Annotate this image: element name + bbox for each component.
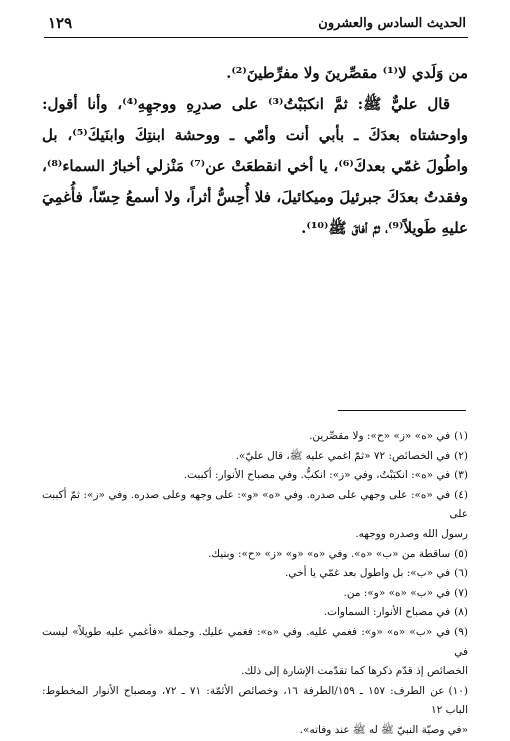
footnotes	[42, 427, 468, 741]
footnote-text: في مصباح الأنوار: السماوات.	[323, 606, 451, 619]
footnote-text: في «ب» «ه» «و»: فغمي عليه. وفي «ه»: فغمي عليك. وجملة «فأغمي عليه طويلاً» ليست في	[42, 625, 468, 658]
footnote-text: عن الطرف: ١٥٧ ـ ١٥٩/الطرفة ١٦، وخصائص الأئمّة: ٧١ ـ ٧٢، ومصباح الأنوار المخطوط: الباب ١٢	[42, 684, 468, 717]
footnote-number: (١)	[454, 430, 468, 442]
footnote	[42, 584, 468, 604]
footnote-continuation: رسول الله وصدره ووجهه.	[355, 527, 468, 540]
footnote-text: ساقطة من «ب» «ه». وفي «ه» «و» «ز» «ح»: وبنيك.	[208, 547, 451, 560]
footnote-continuation: الخصائص إذ قدّم ذكرها كما تقدّمت الإشارة إلى ذلك.	[241, 665, 468, 678]
footnote	[42, 466, 468, 486]
footnote	[42, 447, 468, 467]
footnote-number: (٩)	[454, 625, 468, 638]
text-paragraph: قال عليٌّ ﷺ: ثمَّ انكبَبْتُ⁽³⁾ على صدرِهِ ووجهِهِ⁽⁴⁾، وأنا أقول: واوحشتاه بعدَكَ ـ بأبي أنت وأمّي ـ ووحشة ابنتِكَ وابنَيكَ⁽⁵⁾، بل واطُولَ غمّي بعدكَ⁽⁶⁾، يا أخي انقطعَتْ عن⁽⁷⁾ مَنْزلي أخبارُ السماء⁽⁸⁾، وفقدتُ بعدَكَ جبرئيلَ وميكائيلَ، فلا أُحِسُّ أثراً، ولا أسمعُ حِسّاً، فأُغمِيَ عليهِ طَويلاً⁽⁹⁾، ثمَّ أفاقَ ﷺ⁽¹⁰⁾.	[42, 95, 469, 237]
footnote	[42, 603, 468, 623]
footnote-number: (٢)	[454, 449, 468, 462]
footnote-text: في الخصائص: ٧٢ «ثمّ اغمي عليه ﷺ، قال عليّ».	[235, 449, 451, 462]
text-paragraph: من وَلَدي لا⁽¹⁾ مقصِّرينَ ولا مفرِّطينَ⁽²⁾.	[226, 64, 468, 82]
header-rule	[44, 37, 468, 38]
page-header	[48, 14, 466, 36]
footnote-number: (٧)	[454, 586, 468, 599]
footnote	[42, 682, 468, 741]
footnote	[42, 564, 468, 584]
footnote	[42, 486, 468, 545]
footnote-number: (٥)	[454, 547, 468, 560]
footnote-text: في «ه» «ز» «ح»: ولا مقصِّرين.	[309, 430, 451, 442]
footnote-separator	[338, 410, 466, 411]
footnote-text: في «ه»: انكبَبْتُ، وفي «ز»: انكبُّ. وفي مصباح الأنوار: أكببت.	[183, 469, 451, 482]
footnote-text: في «ب» «ه» «و»: من.	[343, 586, 451, 599]
page-number: ١٢٩	[48, 14, 73, 32]
footnote	[42, 427, 468, 447]
footnote-number: (٨)	[454, 606, 468, 619]
footnote-number: (٤)	[454, 488, 468, 501]
footnote-text: في «ه»: على وجهي على صدره. وفي «ه» «و»: على وجهه وعلى صدره. وفي «ز»: ثمّ أكببت على	[42, 488, 468, 521]
footnote-continuation: «في وصيّة النبيّ ﷺ له ﷺ عند وفاته».	[299, 723, 468, 736]
running-title: الحديث السادس والعشرون	[318, 16, 466, 31]
footnote-text: في «ب»: بل واطول بعد غمّي يا أخي.	[285, 567, 451, 580]
footnote-number: (١٠)	[448, 684, 468, 697]
footnote-number: (٣)	[454, 469, 468, 482]
footnote	[42, 545, 468, 565]
main-text	[42, 58, 468, 244]
footnote-number: (٦)	[454, 567, 468, 580]
footnote	[42, 623, 468, 682]
